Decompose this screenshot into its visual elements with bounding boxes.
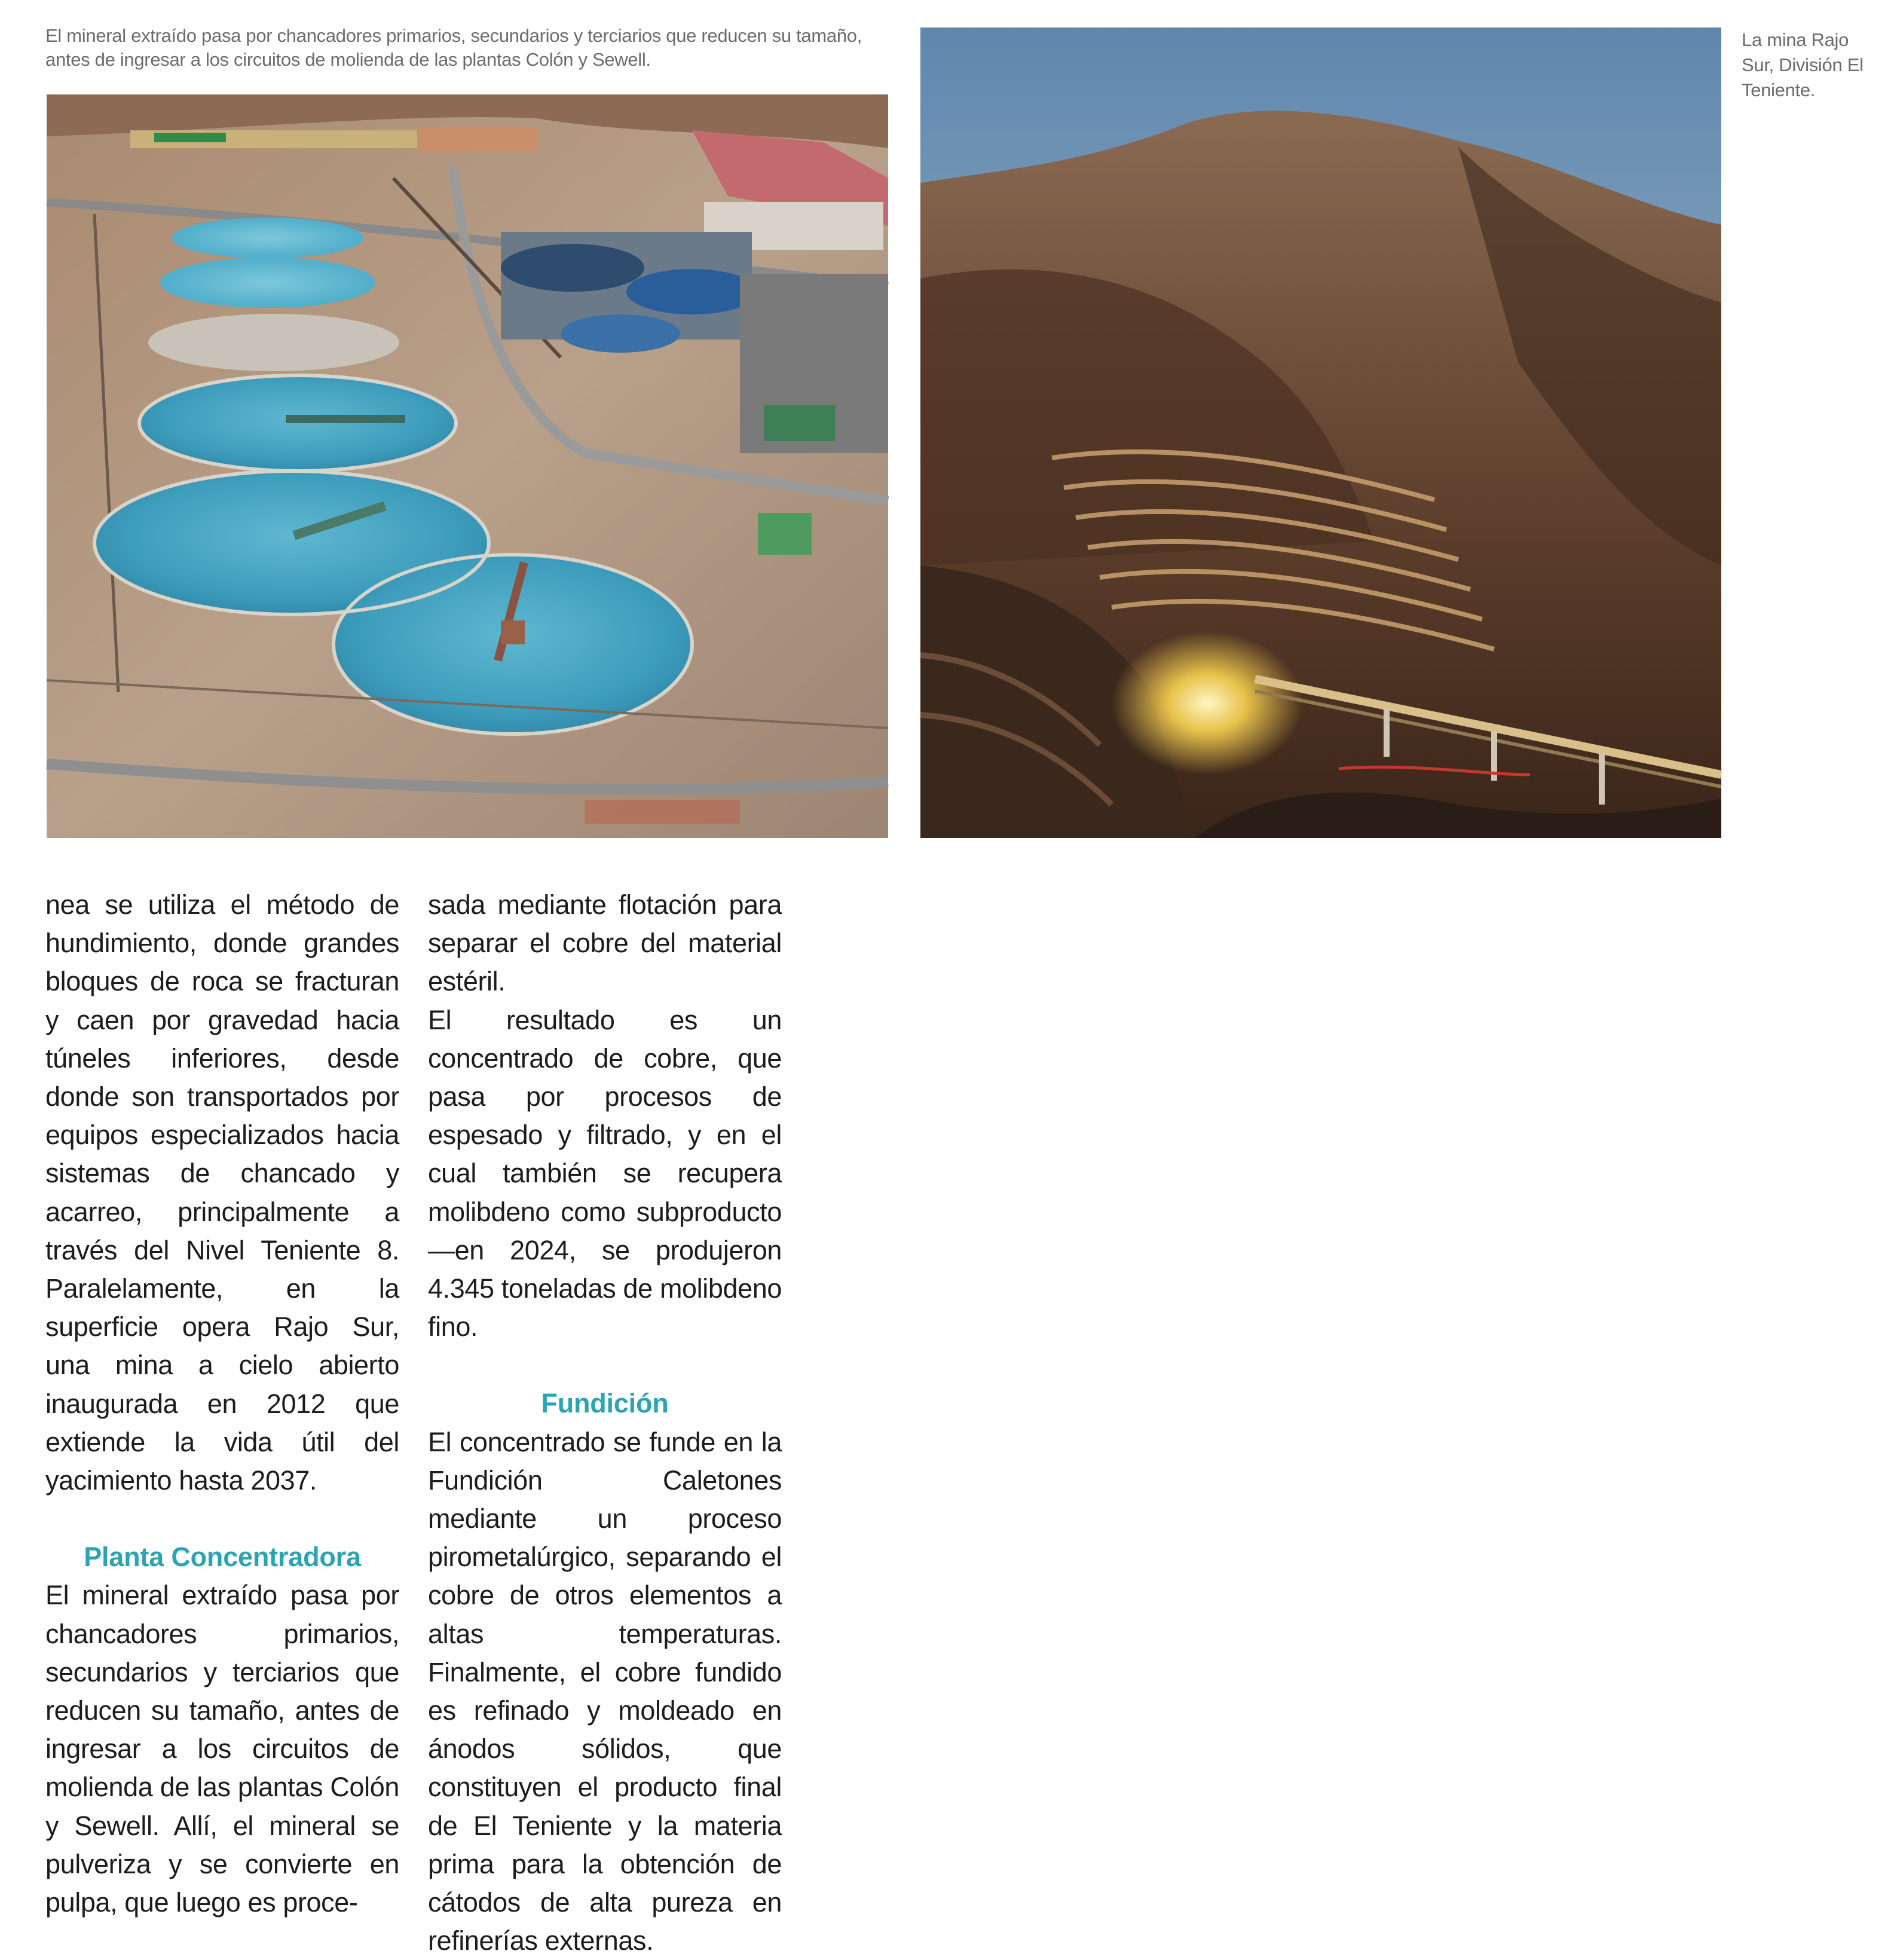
column-2-paragraph-3: El concentrado se funde en la Fundición Caletones mediante un proceso pirometalúrgico, separando el cobre de otros elementos a altas temperaturas. Finalmente, el cobre fundido es refinado y moldeado en ánodos sólidos, que constituyen el producto final de El Teniente y la materia prima para la obtención de cátodos de alta pureza en refinerías externas. bbox=[428, 1426, 782, 1956]
spacer bbox=[428, 1346, 782, 1384]
column-1-paragraph-2: El mineral extraído pasa por chancadores primarios, secundarios y terciarios que reducen su tamaño, antes de ingresar a los circuitos de molienda de las plantas Colón y Sewell. Allí, el mineral se pulveriza y se convierte en pulpa, que luego es proce- bbox=[45, 1580, 399, 1918]
concentrator-plant-illustration bbox=[47, 94, 888, 838]
column-2-paragraph-2: El resultado es un concentrado de cobre, que pasa por procesos de espesado y filtrado, y en el cual también se recupera molibdeno como subproducto —en 2024, se produjeron 4.345 toneladas de molibdeno fino. bbox=[428, 1004, 782, 1343]
spacer bbox=[45, 1500, 399, 1538]
article-column-1 bbox=[45, 886, 399, 1922]
column-1-paragraph-1: nea se utiliza el método de hundimiento, donde grandes bloques de roca se fracturan y caen por gravedad hacia túneles inferiores, desde donde son transportados por equipos especializados hacia sistemas de chancado y acarreo, principalmente a través del Nivel Teniente 8. Paralelamente, en la superficie opera Rajo Sur, una mina a cielo abierto inaugurada en 2012 que extiende la vida útil del yacimiento hasta 2037. bbox=[45, 889, 399, 1496]
article-column-2 bbox=[428, 886, 782, 1960]
column-2-paragraph-1: sada mediante flotación para separar el cobre del material estéril. bbox=[428, 889, 782, 997]
concentrator-plant-photo bbox=[47, 94, 888, 838]
rajo-sur-mine-photo bbox=[920, 27, 1721, 838]
plant-photo-caption: El mineral extraído pasa por chancadores primarios, secundarios y terciarios que reducen su tamaño, antes de ingresar a los circuitos de molienda de las plantas Colón y Sewell. bbox=[45, 25, 862, 70]
section-heading-fundicion: Fundición bbox=[541, 1388, 669, 1419]
rajo-sur-mine-illustration bbox=[920, 27, 1721, 838]
section-heading-planta-concentradora: Planta Concentradora bbox=[84, 1542, 361, 1573]
mine-photo-caption: La mina Rajo Sur, División El Teniente. bbox=[1742, 29, 1864, 100]
